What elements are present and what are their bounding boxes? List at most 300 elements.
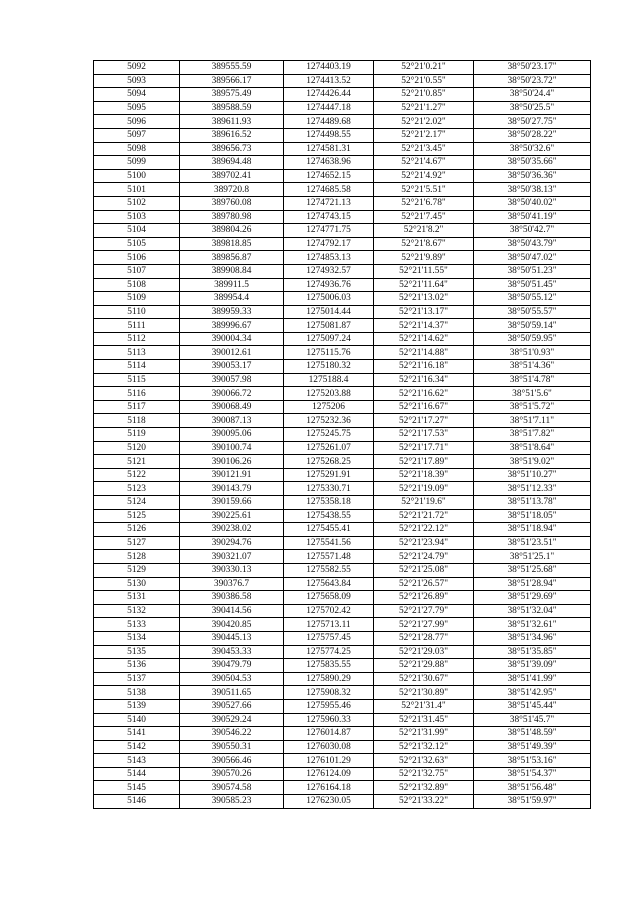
y-coordinate-cell: 1275261.07 xyxy=(284,441,374,455)
longitude-cell: 38°51'10.27" xyxy=(474,468,591,482)
latitude-cell: 52°21'11.55" xyxy=(374,264,474,278)
y-coordinate-cell: 1276030.08 xyxy=(284,740,374,754)
table-row xyxy=(94,509,591,523)
latitude-cell: 52°21'31.45" xyxy=(374,713,474,727)
latitude-cell: 52°21'16.62" xyxy=(374,387,474,401)
table-row xyxy=(94,713,591,727)
x-coordinate-cell: 389804.26 xyxy=(180,224,284,238)
y-coordinate-cell: 1274447.18 xyxy=(284,101,374,115)
x-coordinate-cell: 389611.93 xyxy=(180,115,284,129)
table-row xyxy=(94,196,591,210)
x-coordinate-cell: 390012.61 xyxy=(180,346,284,360)
latitude-cell: 52°21'23.94" xyxy=(374,536,474,550)
y-coordinate-cell: 1274685.58 xyxy=(284,183,374,197)
point-number-cell: 5112 xyxy=(94,332,180,346)
y-coordinate-cell: 1274652.15 xyxy=(284,169,374,183)
y-coordinate-cell: 1275757.45 xyxy=(284,631,374,645)
x-coordinate-cell: 390566.46 xyxy=(180,754,284,768)
point-number-cell: 5104 xyxy=(94,224,180,238)
y-coordinate-cell: 1275890.29 xyxy=(284,672,374,686)
table-row xyxy=(94,183,591,197)
table-row xyxy=(94,686,591,700)
x-coordinate-cell: 390570.26 xyxy=(180,767,284,781)
y-coordinate-cell: 1274403.19 xyxy=(284,61,374,75)
table-row xyxy=(94,618,591,632)
longitude-cell: 38°50'59.95" xyxy=(474,332,591,346)
table-row xyxy=(94,781,591,795)
x-coordinate-cell: 390066.72 xyxy=(180,387,284,401)
point-number-cell: 5109 xyxy=(94,292,180,306)
y-coordinate-cell: 1275438.55 xyxy=(284,509,374,523)
point-number-cell: 5097 xyxy=(94,128,180,142)
longitude-cell: 38°51'8.64" xyxy=(474,441,591,455)
point-number-cell: 5116 xyxy=(94,387,180,401)
point-number-cell: 5145 xyxy=(94,781,180,795)
longitude-cell: 38°51'56.48" xyxy=(474,781,591,795)
point-number-cell: 5140 xyxy=(94,713,180,727)
y-coordinate-cell: 1275960.33 xyxy=(284,713,374,727)
y-coordinate-cell: 1274743.15 xyxy=(284,210,374,224)
x-coordinate-cell: 390321.07 xyxy=(180,550,284,564)
x-coordinate-cell: 390106.26 xyxy=(180,455,284,469)
table-row xyxy=(94,346,591,360)
x-coordinate-cell: 389575.49 xyxy=(180,88,284,102)
point-number-cell: 5138 xyxy=(94,686,180,700)
x-coordinate-cell: 390238.02 xyxy=(180,523,284,537)
point-number-cell: 5130 xyxy=(94,577,180,591)
longitude-cell: 38°50'40.02" xyxy=(474,196,591,210)
longitude-cell: 38°51'25.68" xyxy=(474,563,591,577)
longitude-cell: 38°51'28.94" xyxy=(474,577,591,591)
latitude-cell: 52°21'32.89" xyxy=(374,781,474,795)
point-number-cell: 5127 xyxy=(94,536,180,550)
x-coordinate-cell: 389959.33 xyxy=(180,305,284,319)
point-number-cell: 5122 xyxy=(94,468,180,482)
point-number-cell: 5100 xyxy=(94,169,180,183)
table-row xyxy=(94,740,591,754)
x-coordinate-cell: 390414.56 xyxy=(180,604,284,618)
point-number-cell: 5123 xyxy=(94,482,180,496)
latitude-cell: 52°21'27.99" xyxy=(374,618,474,632)
longitude-cell: 38°51'53.16" xyxy=(474,754,591,768)
coordinates-table-body xyxy=(94,61,591,809)
x-coordinate-cell: 389566.17 xyxy=(180,74,284,88)
y-coordinate-cell: 1275097.24 xyxy=(284,332,374,346)
longitude-cell: 38°51'34.96" xyxy=(474,631,591,645)
point-number-cell: 5137 xyxy=(94,672,180,686)
y-coordinate-cell: 1274792.17 xyxy=(284,237,374,251)
latitude-cell: 52°21'7.45" xyxy=(374,210,474,224)
table-row xyxy=(94,360,591,374)
longitude-cell: 38°51'32.04" xyxy=(474,604,591,618)
x-coordinate-cell: 390121.91 xyxy=(180,468,284,482)
x-coordinate-cell: 390087.13 xyxy=(180,414,284,428)
point-number-cell: 5118 xyxy=(94,414,180,428)
longitude-cell: 38°50'23.72" xyxy=(474,74,591,88)
latitude-cell: 52°21'22.12" xyxy=(374,523,474,537)
x-coordinate-cell: 390053.17 xyxy=(180,360,284,374)
x-coordinate-cell: 390386.58 xyxy=(180,591,284,605)
longitude-cell: 38°50'42.7" xyxy=(474,224,591,238)
point-number-cell: 5108 xyxy=(94,278,180,292)
x-coordinate-cell: 390420.85 xyxy=(180,618,284,632)
latitude-cell: 52°21'6.78" xyxy=(374,196,474,210)
table-row xyxy=(94,61,591,75)
table-row xyxy=(94,645,591,659)
y-coordinate-cell: 1275203.88 xyxy=(284,387,374,401)
table-row xyxy=(94,319,591,333)
y-coordinate-cell: 1276014.87 xyxy=(284,727,374,741)
y-coordinate-cell: 1275006.03 xyxy=(284,292,374,306)
longitude-cell: 38°51'18.94" xyxy=(474,523,591,537)
y-coordinate-cell: 1274581.31 xyxy=(284,142,374,156)
longitude-cell: 38°51'54.37" xyxy=(474,767,591,781)
latitude-cell: 52°21'13.02" xyxy=(374,292,474,306)
table-row xyxy=(94,604,591,618)
table-row xyxy=(94,428,591,442)
point-number-cell: 5135 xyxy=(94,645,180,659)
longitude-cell: 38°51'35.85" xyxy=(474,645,591,659)
y-coordinate-cell: 1276124.09 xyxy=(284,767,374,781)
x-coordinate-cell: 389856.87 xyxy=(180,251,284,265)
point-number-cell: 5103 xyxy=(94,210,180,224)
longitude-cell: 38°50'38.13" xyxy=(474,183,591,197)
longitude-cell: 38°50'24.4" xyxy=(474,88,591,102)
table-row xyxy=(94,210,591,224)
latitude-cell: 52°21'0.55" xyxy=(374,74,474,88)
latitude-cell: 52°21'0.85" xyxy=(374,88,474,102)
x-coordinate-cell: 389908.84 xyxy=(180,264,284,278)
y-coordinate-cell: 1275232.36 xyxy=(284,414,374,428)
y-coordinate-cell: 1275081.87 xyxy=(284,319,374,333)
point-number-cell: 5105 xyxy=(94,237,180,251)
point-number-cell: 5092 xyxy=(94,61,180,75)
latitude-cell: 52°21'17.89" xyxy=(374,455,474,469)
longitude-cell: 38°51'39.09" xyxy=(474,659,591,673)
point-number-cell: 5144 xyxy=(94,767,180,781)
y-coordinate-cell: 1275206 xyxy=(284,400,374,414)
point-number-cell: 5121 xyxy=(94,455,180,469)
x-coordinate-cell: 389954.4 xyxy=(180,292,284,306)
table-row xyxy=(94,727,591,741)
longitude-cell: 38°51'4.36" xyxy=(474,360,591,374)
point-number-cell: 5129 xyxy=(94,563,180,577)
table-row xyxy=(94,795,591,809)
longitude-cell: 38°51'48.59" xyxy=(474,727,591,741)
longitude-cell: 38°51'42.95" xyxy=(474,686,591,700)
point-number-cell: 5133 xyxy=(94,618,180,632)
y-coordinate-cell: 1275702.42 xyxy=(284,604,374,618)
latitude-cell: 52°21'31.99" xyxy=(374,727,474,741)
point-number-cell: 5136 xyxy=(94,659,180,673)
x-coordinate-cell: 390004.34 xyxy=(180,332,284,346)
y-coordinate-cell: 1275245.75 xyxy=(284,428,374,442)
x-coordinate-cell: 389760.08 xyxy=(180,196,284,210)
point-number-cell: 5098 xyxy=(94,142,180,156)
x-coordinate-cell: 389555.59 xyxy=(180,61,284,75)
table-row xyxy=(94,237,591,251)
y-coordinate-cell: 1274498.55 xyxy=(284,128,374,142)
latitude-cell: 52°21'16.34" xyxy=(374,373,474,387)
y-coordinate-cell: 1274936.76 xyxy=(284,278,374,292)
point-number-cell: 5142 xyxy=(94,740,180,754)
table-row xyxy=(94,251,591,265)
longitude-cell: 38°51'25.1" xyxy=(474,550,591,564)
latitude-cell: 52°21'30.67" xyxy=(374,672,474,686)
longitude-cell: 38°50'36.36" xyxy=(474,169,591,183)
latitude-cell: 52°21'8.67" xyxy=(374,237,474,251)
table-row xyxy=(94,591,591,605)
longitude-cell: 38°51'9.02" xyxy=(474,455,591,469)
x-coordinate-cell: 389694.48 xyxy=(180,156,284,170)
x-coordinate-cell: 389616.52 xyxy=(180,128,284,142)
table-row xyxy=(94,88,591,102)
latitude-cell: 52°21'29.88" xyxy=(374,659,474,673)
latitude-cell: 52°21'14.62" xyxy=(374,332,474,346)
table-row xyxy=(94,128,591,142)
y-coordinate-cell: 1274489.68 xyxy=(284,115,374,129)
latitude-cell: 52°21'0.21" xyxy=(374,61,474,75)
x-coordinate-cell: 390453.33 xyxy=(180,645,284,659)
y-coordinate-cell: 1276230.05 xyxy=(284,795,374,809)
x-coordinate-cell: 390511.65 xyxy=(180,686,284,700)
x-coordinate-cell: 390585.23 xyxy=(180,795,284,809)
longitude-cell: 38°51'59.97" xyxy=(474,795,591,809)
table-row xyxy=(94,278,591,292)
y-coordinate-cell: 1275571.48 xyxy=(284,550,374,564)
table-row xyxy=(94,101,591,115)
table-row xyxy=(94,482,591,496)
x-coordinate-cell: 390574.58 xyxy=(180,781,284,795)
y-coordinate-cell: 1275658.09 xyxy=(284,591,374,605)
y-coordinate-cell: 1275774.25 xyxy=(284,645,374,659)
latitude-cell: 52°21'16.67" xyxy=(374,400,474,414)
x-coordinate-cell: 389996.67 xyxy=(180,319,284,333)
point-number-cell: 5101 xyxy=(94,183,180,197)
longitude-cell: 38°50'25.5" xyxy=(474,101,591,115)
x-coordinate-cell: 390504.53 xyxy=(180,672,284,686)
latitude-cell: 52°21'4.92" xyxy=(374,169,474,183)
y-coordinate-cell: 1276164.18 xyxy=(284,781,374,795)
longitude-cell: 38°50'59.14" xyxy=(474,319,591,333)
point-number-cell: 5111 xyxy=(94,319,180,333)
y-coordinate-cell: 1275908.32 xyxy=(284,686,374,700)
latitude-cell: 52°21'5.51" xyxy=(374,183,474,197)
x-coordinate-cell: 389911.5 xyxy=(180,278,284,292)
x-coordinate-cell: 390479.79 xyxy=(180,659,284,673)
table-row xyxy=(94,699,591,713)
longitude-cell: 38°51'4.78" xyxy=(474,373,591,387)
table-row xyxy=(94,659,591,673)
y-coordinate-cell: 1275180.32 xyxy=(284,360,374,374)
table-row xyxy=(94,142,591,156)
point-number-cell: 5132 xyxy=(94,604,180,618)
longitude-cell: 38°51'5.72" xyxy=(474,400,591,414)
x-coordinate-cell: 390527.66 xyxy=(180,699,284,713)
y-coordinate-cell: 1274771.75 xyxy=(284,224,374,238)
longitude-cell: 38°51'12.33" xyxy=(474,482,591,496)
longitude-cell: 38°51'41.99" xyxy=(474,672,591,686)
table-row xyxy=(94,224,591,238)
x-coordinate-cell: 390330.13 xyxy=(180,563,284,577)
longitude-cell: 38°51'32.61" xyxy=(474,618,591,632)
point-number-cell: 5131 xyxy=(94,591,180,605)
latitude-cell: 52°21'31.4" xyxy=(374,699,474,713)
table-row xyxy=(94,672,591,686)
table-row xyxy=(94,115,591,129)
y-coordinate-cell: 1274638.96 xyxy=(284,156,374,170)
y-coordinate-cell: 1275330.71 xyxy=(284,482,374,496)
coordinates-table xyxy=(93,60,591,809)
table-row xyxy=(94,536,591,550)
y-coordinate-cell: 1275582.55 xyxy=(284,563,374,577)
point-number-cell: 5107 xyxy=(94,264,180,278)
longitude-cell: 38°50'32.6" xyxy=(474,142,591,156)
latitude-cell: 52°21'17.27" xyxy=(374,414,474,428)
latitude-cell: 52°21'9.89" xyxy=(374,251,474,265)
point-number-cell: 5146 xyxy=(94,795,180,809)
y-coordinate-cell: 1276101.29 xyxy=(284,754,374,768)
table-row xyxy=(94,373,591,387)
latitude-cell: 52°21'26.89" xyxy=(374,591,474,605)
x-coordinate-cell: 390057.98 xyxy=(180,373,284,387)
y-coordinate-cell: 1274413.52 xyxy=(284,74,374,88)
latitude-cell: 52°21'33.22" xyxy=(374,795,474,809)
x-coordinate-cell: 389720.8 xyxy=(180,183,284,197)
x-coordinate-cell: 390159.66 xyxy=(180,496,284,510)
y-coordinate-cell: 1275268.25 xyxy=(284,455,374,469)
table-row xyxy=(94,441,591,455)
point-number-cell: 5128 xyxy=(94,550,180,564)
y-coordinate-cell: 1275188.4 xyxy=(284,373,374,387)
longitude-cell: 38°51'7.11" xyxy=(474,414,591,428)
table-row xyxy=(94,496,591,510)
y-coordinate-cell: 1275358.18 xyxy=(284,496,374,510)
table-row xyxy=(94,523,591,537)
latitude-cell: 52°21'4.67" xyxy=(374,156,474,170)
table-row xyxy=(94,577,591,591)
longitude-cell: 38°50'47.02" xyxy=(474,251,591,265)
x-coordinate-cell: 390068.49 xyxy=(180,400,284,414)
longitude-cell: 38°50'51.23" xyxy=(474,264,591,278)
longitude-cell: 38°50'43.79" xyxy=(474,237,591,251)
point-number-cell: 5119 xyxy=(94,428,180,442)
latitude-cell: 52°21'27.79" xyxy=(374,604,474,618)
longitude-cell: 38°50'55.12" xyxy=(474,292,591,306)
x-coordinate-cell: 390546.22 xyxy=(180,727,284,741)
y-coordinate-cell: 1274932.57 xyxy=(284,264,374,278)
x-coordinate-cell: 390550.31 xyxy=(180,740,284,754)
latitude-cell: 52°21'8.2" xyxy=(374,224,474,238)
latitude-cell: 52°21'3.45" xyxy=(374,142,474,156)
y-coordinate-cell: 1275835.55 xyxy=(284,659,374,673)
point-number-cell: 5143 xyxy=(94,754,180,768)
point-number-cell: 5093 xyxy=(94,74,180,88)
x-coordinate-cell: 390294.76 xyxy=(180,536,284,550)
latitude-cell: 52°21'1.27" xyxy=(374,101,474,115)
latitude-cell: 52°21'26.57" xyxy=(374,577,474,591)
point-number-cell: 5134 xyxy=(94,631,180,645)
point-number-cell: 5095 xyxy=(94,101,180,115)
longitude-cell: 38°50'41.19" xyxy=(474,210,591,224)
x-coordinate-cell: 390095.06 xyxy=(180,428,284,442)
longitude-cell: 38°51'0.93" xyxy=(474,346,591,360)
table-row xyxy=(94,305,591,319)
y-coordinate-cell: 1275455.41 xyxy=(284,523,374,537)
latitude-cell: 52°21'16.18" xyxy=(374,360,474,374)
x-coordinate-cell: 390529.24 xyxy=(180,713,284,727)
table-row xyxy=(94,332,591,346)
longitude-cell: 38°51'45.7" xyxy=(474,713,591,727)
y-coordinate-cell: 1274426.44 xyxy=(284,88,374,102)
point-number-cell: 5110 xyxy=(94,305,180,319)
latitude-cell: 52°21'14.88" xyxy=(374,346,474,360)
point-number-cell: 5141 xyxy=(94,727,180,741)
x-coordinate-cell: 389780.98 xyxy=(180,210,284,224)
y-coordinate-cell: 1275955.46 xyxy=(284,699,374,713)
longitude-cell: 38°50'55.57" xyxy=(474,305,591,319)
point-number-cell: 5124 xyxy=(94,496,180,510)
table-row xyxy=(94,455,591,469)
table-row xyxy=(94,563,591,577)
table-row xyxy=(94,754,591,768)
longitude-cell: 38°51'49.39" xyxy=(474,740,591,754)
table-row xyxy=(94,156,591,170)
point-number-cell: 5117 xyxy=(94,400,180,414)
point-number-cell: 5115 xyxy=(94,373,180,387)
latitude-cell: 52°21'18.39" xyxy=(374,468,474,482)
table-row xyxy=(94,74,591,88)
longitude-cell: 38°51'18.05" xyxy=(474,509,591,523)
longitude-cell: 38°51'29.69" xyxy=(474,591,591,605)
table-row xyxy=(94,169,591,183)
x-coordinate-cell: 389702.41 xyxy=(180,169,284,183)
longitude-cell: 38°51'23.51" xyxy=(474,536,591,550)
y-coordinate-cell: 1275643.84 xyxy=(284,577,374,591)
table-row xyxy=(94,468,591,482)
latitude-cell: 52°21'32.63" xyxy=(374,754,474,768)
table-row xyxy=(94,550,591,564)
latitude-cell: 52°21'32.12" xyxy=(374,740,474,754)
y-coordinate-cell: 1275713.11 xyxy=(284,618,374,632)
latitude-cell: 52°21'17.71" xyxy=(374,441,474,455)
latitude-cell: 52°21'32.75" xyxy=(374,767,474,781)
point-number-cell: 5120 xyxy=(94,441,180,455)
x-coordinate-cell: 389656.73 xyxy=(180,142,284,156)
y-coordinate-cell: 1274721.13 xyxy=(284,196,374,210)
y-coordinate-cell: 1275115.76 xyxy=(284,346,374,360)
latitude-cell: 52°21'19.09" xyxy=(374,482,474,496)
latitude-cell: 52°21'11.64" xyxy=(374,278,474,292)
y-coordinate-cell: 1275014.44 xyxy=(284,305,374,319)
point-number-cell: 5099 xyxy=(94,156,180,170)
table-row xyxy=(94,400,591,414)
latitude-cell: 52°21'17.53" xyxy=(374,428,474,442)
table-row xyxy=(94,292,591,306)
point-number-cell: 5094 xyxy=(94,88,180,102)
longitude-cell: 38°51'7.82" xyxy=(474,428,591,442)
y-coordinate-cell: 1275291.91 xyxy=(284,468,374,482)
point-number-cell: 5096 xyxy=(94,115,180,129)
longitude-cell: 38°51'45.44" xyxy=(474,699,591,713)
latitude-cell: 52°21'2.02" xyxy=(374,115,474,129)
latitude-cell: 52°21'25.08" xyxy=(374,563,474,577)
latitude-cell: 52°21'19.6" xyxy=(374,496,474,510)
longitude-cell: 38°50'35.66" xyxy=(474,156,591,170)
x-coordinate-cell: 389818.85 xyxy=(180,237,284,251)
latitude-cell: 52°21'24.79" xyxy=(374,550,474,564)
longitude-cell: 38°51'13.78" xyxy=(474,496,591,510)
